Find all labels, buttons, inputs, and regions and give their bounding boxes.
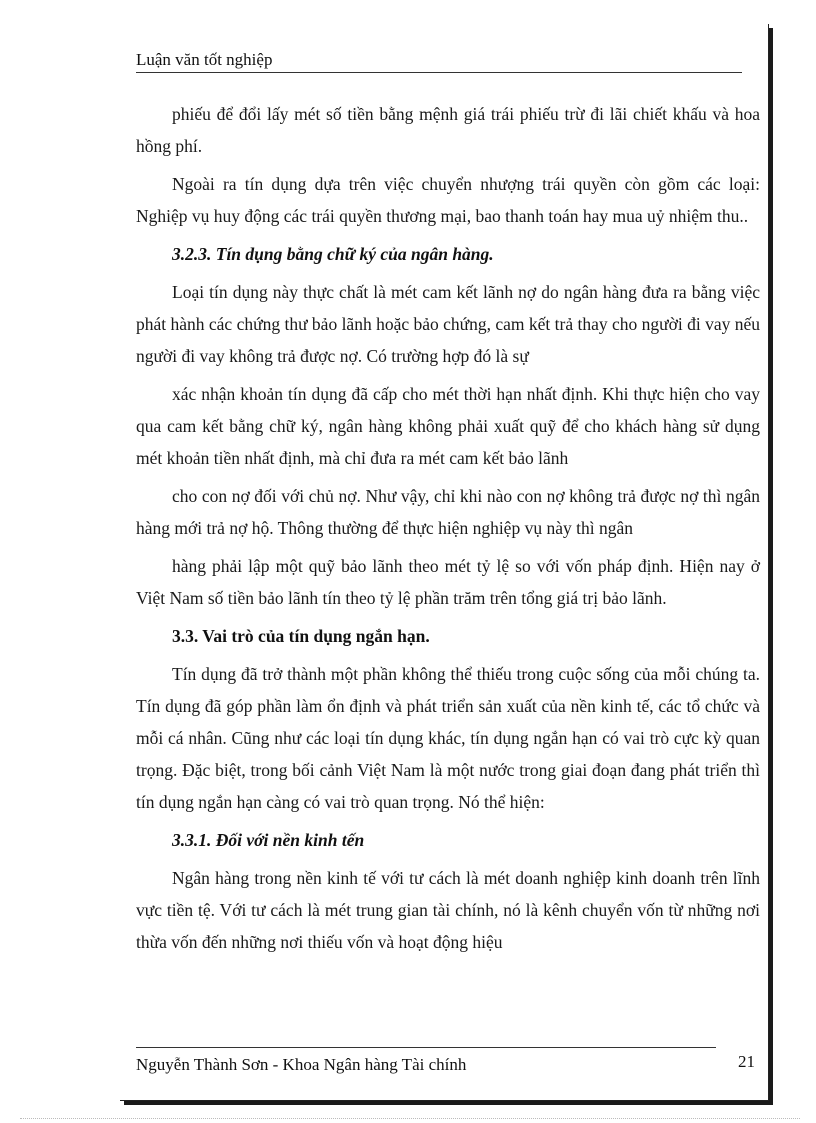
footer-author: Nguyễn Thành Sơn - Khoa Ngân hàng Tài chính xyxy=(136,1055,467,1074)
paragraph-7: Tín dụng đã trở thành một phần không thể thiếu trong cuộc sống của mỗi chúng ta. Tín dụng đã góp phần làm ổn định và phát triển sản xuất của nền kinh tế, các tổ chức và mỗi cá nhân. Cũng như các loại tín dụng khác, tín dụng ngắn hạn có vai trò cực kỳ quan trọng. Đặc biệt, trong bối cảnh Việt Nam là một nước trong giai đoạn đang phát triển thì tín dụng ngắn hạn càng có vai trò quan trọng. Nó thể hiện: xyxy=(136,664,760,812)
paragraph-6: hàng phải lập một quỹ bảo lãnh theo mét tỷ lệ so với vốn pháp định. Hiện nay ở Việt Nam số tiền bảo lãnh tín theo tỷ lệ phần trăm trên tổng giá trị bảo lãnh. xyxy=(136,556,760,608)
paragraph-1: phiếu để đổi lấy mét số tiền bằng mệnh giá trái phiếu trừ đi lãi chiết khấu và hoa hồng phí. xyxy=(136,104,760,156)
paragraph-3: Loại tín dụng này thực chất là mét cam kết lãnh nợ do ngân hàng đưa ra bằng việc phát hành các chứng thư bảo lãnh hoặc bảo chứng, cam kết trả thay cho người đi vay nếu người đi vay không trả được nợ. Có trường hợp đó là sự xyxy=(136,282,761,366)
document-body xyxy=(136,98,766,958)
header-title: Luận văn tốt nghiệp xyxy=(136,50,273,69)
footer-divider xyxy=(136,1047,716,1048)
paragraph-4: xác nhận khoản tín dụng đã cấp cho mét thời hạn nhất định. Khi thực hiện cho vay qua cam kết bằng chữ ký, ngân hàng không phải xuất quỹ để cho khách hàng sử dụng mét khoản tiền nhất định, mà chỉ đưa ra mét cam kết bảo lãnh xyxy=(136,384,760,468)
heading-3-3-1: 3.3.1. Đối với nền kinh tến xyxy=(172,830,365,850)
paragraph-5: cho con nợ đối với chủ nợ. Như vậy, chỉ khi nào con nợ không trả được nợ thì ngân hàng mới trả nợ hộ. Thông thường để thực hiện nghiệp vụ này thì ngân xyxy=(136,486,760,538)
page-number: 21 xyxy=(738,1052,755,1071)
page-header xyxy=(136,50,742,73)
heading-3-2-3: 3.2.3. Tín dụng bằng chữ ký của ngân hàng. xyxy=(172,244,494,264)
paragraph-8: Ngân hàng trong nền kinh tế với tư cách là mét doanh nghiệp kinh doanh trên lĩnh vực tiền tệ. Với tư cách là mét trung gian tài chính, nó là kênh chuyển vốn từ những nơi thừa vốn đến những nơi thiếu vốn và hoạt động hiệu xyxy=(136,868,760,952)
paragraph-2: Ngoài ra tín dụng dựa trên việc chuyển nhượng trái quyền còn gồm các loại: Nghiệp vụ huy động các trái quyền thương mại, bao thanh toán hay mua uỷ nhiệm thu.. xyxy=(136,174,760,226)
heading-3-3: 3.3. Vai trò của tín dụng ngắn hạn. xyxy=(172,626,430,646)
page-bottom-dotted-line xyxy=(20,1118,800,1119)
